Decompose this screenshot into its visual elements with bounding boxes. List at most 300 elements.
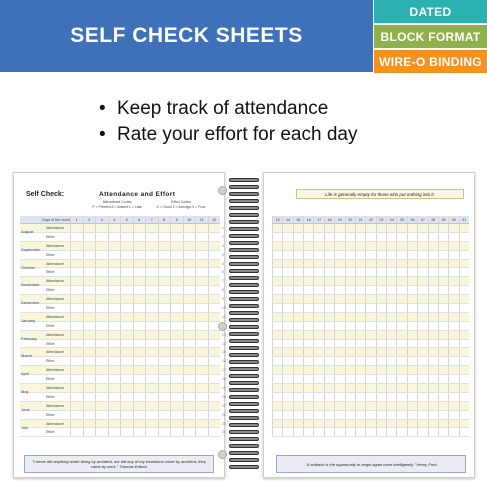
day-cell (282, 277, 292, 285)
day-header: 14 (282, 216, 292, 223)
row-number: 16 (222, 359, 226, 364)
row-number: 1 (222, 226, 224, 230)
day-cell (459, 233, 469, 241)
day-cell (108, 357, 121, 365)
day-cell (428, 260, 438, 268)
day-cell (407, 268, 417, 276)
day-cell (386, 304, 396, 312)
day-cell (70, 251, 83, 259)
day-cell (145, 366, 158, 374)
day-cell (83, 260, 96, 268)
day-cell (120, 340, 133, 348)
day-cell (428, 233, 438, 241)
day-cell (108, 224, 121, 232)
day-cell (407, 428, 417, 436)
row-label: Effort (46, 288, 55, 293)
binding-ring (229, 416, 259, 420)
day-cell (83, 277, 96, 285)
day-cell (83, 313, 96, 321)
day-cell (145, 242, 158, 250)
day-cell (345, 375, 355, 383)
day-cell (303, 348, 313, 356)
day-cell (324, 428, 334, 436)
day-cell (183, 340, 196, 348)
day-cell (417, 366, 427, 374)
day-cell (428, 331, 438, 339)
attendance-codes-title: Attendance Codes (102, 200, 132, 204)
badge-block-format: BLOCK FORMAT (374, 25, 487, 48)
day-cell (170, 375, 183, 383)
day-cell (170, 268, 183, 276)
day-cell (145, 224, 158, 232)
day-cell (272, 268, 282, 276)
day-cell (376, 304, 386, 312)
day-header: 11 (195, 216, 208, 223)
month-label: April (21, 371, 30, 377)
day-header: 2 (83, 216, 96, 223)
day-cell (170, 295, 183, 303)
day-cell (183, 322, 196, 330)
day-cell (376, 251, 386, 259)
day-cell (459, 251, 469, 259)
day-cell (120, 268, 133, 276)
day-cell (70, 224, 83, 232)
day-cell (120, 348, 133, 356)
day-cell (133, 260, 146, 268)
day-cell (108, 260, 121, 268)
day-cell (170, 393, 183, 401)
day-cell (282, 242, 292, 250)
day-cell (108, 286, 121, 294)
day-cell (324, 260, 334, 268)
bullet-icon: • (99, 98, 106, 119)
day-cell (108, 402, 121, 410)
day-cell (396, 357, 406, 365)
day-cell (334, 268, 344, 276)
day-cell (313, 428, 323, 436)
day-cell (459, 348, 469, 356)
day-cell (428, 420, 438, 428)
day-cell (438, 260, 448, 268)
day-cell (345, 277, 355, 285)
day-cell (448, 322, 458, 330)
day-cell (70, 411, 83, 419)
day-cell (417, 295, 427, 303)
binding-ring (229, 185, 259, 189)
day-cell (272, 366, 282, 374)
table-row (20, 286, 224, 295)
day-cell (334, 357, 344, 365)
day-cell (95, 420, 108, 428)
day-cell (195, 393, 208, 401)
day-cell (345, 420, 355, 428)
binding-ring (229, 444, 259, 448)
day-cell (70, 233, 83, 241)
day-cell (334, 242, 344, 250)
row-number: 6 (222, 270, 224, 275)
day-cell (83, 322, 96, 330)
day-header: 17 (313, 216, 323, 223)
table-row (272, 366, 469, 375)
table-row (20, 402, 226, 412)
day-cell (334, 366, 344, 374)
attendance-table-continued (272, 216, 469, 437)
day-cell (376, 375, 386, 383)
month-label: October (21, 264, 36, 270)
day-cell (145, 286, 158, 294)
day-header: 6 (133, 216, 146, 223)
day-cell (108, 233, 121, 241)
binding-ring (229, 199, 259, 203)
day-cell (438, 286, 448, 294)
day-cell (293, 251, 303, 259)
day-cell (95, 366, 108, 374)
day-cell (195, 420, 208, 428)
day-cell (83, 224, 96, 232)
day-header: 19 (334, 216, 344, 223)
day-cell (303, 402, 313, 410)
day-cell (334, 375, 344, 383)
day-cell (396, 260, 406, 268)
day-cell (396, 295, 406, 303)
day-cell (376, 393, 386, 401)
day-cell (133, 357, 146, 365)
day-cell (396, 384, 406, 392)
day-cell (438, 366, 448, 374)
day-cell (396, 233, 406, 241)
day-cell (272, 357, 282, 365)
day-cell (293, 366, 303, 374)
day-cell (448, 331, 458, 339)
day-cell (355, 313, 365, 321)
day-cell (133, 251, 146, 259)
day-cell (83, 411, 96, 419)
day-cell (334, 340, 344, 348)
month-label: May (21, 389, 29, 395)
page-title: Self Check: (26, 191, 65, 198)
day-cell (145, 402, 158, 410)
binding-ring (229, 283, 259, 287)
day-cell (448, 233, 458, 241)
day-cell (355, 260, 365, 268)
day-cell (313, 295, 323, 303)
day-cell (448, 384, 458, 392)
day-cell (407, 348, 417, 356)
day-cell (195, 411, 208, 419)
day-cell (386, 224, 396, 232)
binding-ring (229, 325, 259, 329)
day-cell (407, 402, 417, 410)
day-cell (120, 242, 133, 250)
day-cell (386, 348, 396, 356)
day-cell (272, 286, 282, 294)
table-row (272, 393, 469, 402)
day-cell (448, 375, 458, 383)
day-cell (303, 357, 313, 365)
day-cell (120, 322, 133, 330)
day-cell (70, 313, 83, 321)
row-label: Attendance (46, 243, 65, 248)
day-cell (70, 268, 83, 276)
row-number: 4 (222, 252, 224, 257)
day-cell (83, 286, 96, 294)
binding-ring (229, 269, 259, 273)
day-cell (272, 428, 282, 436)
day-cell (158, 224, 171, 232)
day-cell (195, 251, 208, 259)
day-cell (313, 286, 323, 294)
day-cell (428, 295, 438, 303)
left-page (13, 172, 225, 478)
day-cell (376, 295, 386, 303)
day-cell (95, 251, 108, 259)
day-cell (417, 260, 427, 268)
day-cell (293, 260, 303, 268)
table-row (272, 304, 469, 313)
day-cell (459, 277, 469, 285)
day-cell (120, 233, 133, 241)
row-label: Attendance (46, 368, 65, 373)
day-cell (386, 411, 396, 419)
day-cell (407, 224, 417, 232)
day-cell (303, 268, 313, 276)
day-cell (83, 233, 96, 241)
day-cell (70, 260, 83, 268)
day-cell (170, 277, 183, 285)
day-cell (428, 313, 438, 321)
day-cell (334, 331, 344, 339)
binding-ring (229, 227, 259, 231)
day-cell (386, 233, 396, 241)
day-cell (396, 348, 406, 356)
day-cell (145, 393, 158, 401)
day-cell (448, 277, 458, 285)
day-cell (70, 402, 83, 410)
day-cell (133, 375, 146, 383)
table-row (20, 357, 226, 366)
day-cell (83, 268, 96, 276)
day-cell (170, 331, 183, 339)
feature-list (99, 96, 419, 148)
day-cell (195, 375, 208, 383)
day-cell (272, 260, 282, 268)
table-row (272, 411, 469, 420)
day-cell (448, 224, 458, 232)
day-cell (108, 313, 121, 321)
day-cell (303, 340, 313, 348)
day-cell (183, 277, 196, 285)
day-cell (120, 224, 133, 232)
row-label: Effort (46, 377, 55, 382)
day-cell (324, 277, 334, 285)
day-cell (170, 224, 183, 232)
day-cell (428, 286, 438, 294)
day-cell (417, 268, 427, 276)
binding-ring (229, 367, 259, 371)
day-cell (396, 268, 406, 276)
day-cell (396, 331, 406, 339)
row-number: 7 (222, 279, 224, 284)
attendance-codes (88, 200, 146, 209)
day-cell (334, 224, 344, 232)
wire-o-binding (229, 172, 259, 478)
row-label: Attendance (46, 314, 65, 319)
table-row (272, 357, 469, 366)
binding-ring (229, 311, 259, 315)
day-header: 9 (170, 216, 183, 223)
day-cell (313, 304, 323, 312)
day-cell (95, 260, 108, 268)
day-cell (459, 402, 469, 410)
day-cell (195, 277, 208, 285)
day-cell (313, 277, 323, 285)
table-row (272, 402, 469, 411)
table-row (272, 260, 469, 269)
day-cell (170, 233, 183, 241)
day-cell (293, 411, 303, 419)
day-cell (303, 428, 313, 436)
day-cell (324, 322, 334, 330)
day-cell (95, 411, 108, 419)
day-cell (133, 402, 146, 410)
header-title: SELF CHECK SHEETS (70, 24, 303, 47)
day-cell (83, 251, 96, 259)
day-header: 31 (459, 216, 469, 223)
day-cell (428, 304, 438, 312)
table-row (20, 233, 224, 242)
day-cell (407, 286, 417, 294)
day-cell (70, 340, 83, 348)
day-cell (438, 375, 448, 383)
day-cell (459, 322, 469, 330)
day-cell (95, 428, 108, 436)
table-row (272, 428, 469, 437)
day-cell (407, 260, 417, 268)
binding-ring (229, 276, 259, 280)
day-cell (428, 357, 438, 365)
table-row (20, 384, 226, 395)
day-cell (376, 286, 386, 294)
day-cell (83, 295, 96, 303)
day-cell (386, 277, 396, 285)
day-cell (417, 402, 427, 410)
day-cell (303, 331, 313, 339)
day-cell (293, 331, 303, 339)
row-label: Attendance (46, 350, 65, 355)
day-cell (376, 242, 386, 250)
day-header: 13 (272, 216, 282, 223)
day-cell (95, 233, 108, 241)
day-cell (365, 384, 375, 392)
day-cell (459, 304, 469, 312)
day-cell (324, 331, 334, 339)
day-cell (145, 313, 158, 321)
binding-ring (229, 248, 259, 252)
day-cell (183, 268, 196, 276)
day-cell (417, 357, 427, 365)
day-cell (448, 313, 458, 321)
binding-ring (229, 353, 259, 357)
day-cell (83, 331, 96, 339)
day-cell (183, 295, 196, 303)
day-cell (293, 224, 303, 232)
day-cell (376, 331, 386, 339)
day-cell (324, 402, 334, 410)
day-cell (407, 304, 417, 312)
day-cell (407, 251, 417, 259)
binding-ring (229, 423, 259, 427)
day-header: 18 (324, 216, 334, 223)
day-cell (145, 384, 158, 392)
binding-ring (229, 234, 259, 238)
day-cell (376, 224, 386, 232)
day-cell (448, 260, 458, 268)
notebook-spread (13, 172, 475, 478)
day-cell (355, 340, 365, 348)
column-header-label: Days of the month (42, 218, 72, 222)
day-cell (158, 268, 171, 276)
day-cell (396, 304, 406, 312)
day-cell (303, 242, 313, 250)
day-cell (355, 277, 365, 285)
day-cell (386, 251, 396, 259)
table-row (20, 224, 224, 234)
day-cell (108, 295, 121, 303)
day-header: 26 (407, 216, 417, 223)
day-cell (365, 357, 375, 365)
day-cell (293, 357, 303, 365)
day-cell (272, 348, 282, 356)
day-cell (158, 348, 171, 356)
quote-bar-top: Life is generally empty for those who put nothing into it. (296, 189, 464, 199)
day-cell (365, 251, 375, 259)
day-cell (355, 428, 365, 436)
day-cell (303, 366, 313, 374)
day-cell (158, 286, 171, 294)
day-cell (365, 340, 375, 348)
day-cell (83, 304, 96, 312)
binding-ring (229, 430, 259, 434)
day-cell (145, 251, 158, 259)
day-cell (145, 233, 158, 241)
day-cell (303, 224, 313, 232)
day-cell (282, 348, 292, 356)
day-cell (396, 411, 406, 419)
day-header: 10 (183, 216, 196, 223)
day-cell (428, 384, 438, 392)
day-cell (95, 340, 108, 348)
day-cell (448, 428, 458, 436)
row-label: Effort (46, 394, 55, 399)
day-cell (313, 366, 323, 374)
day-cell (293, 375, 303, 383)
punch-holes-left (218, 172, 228, 478)
day-cell (272, 375, 282, 383)
day-header: 3 (95, 216, 108, 223)
day-cell (365, 260, 375, 268)
day-cell (324, 313, 334, 321)
day-cell (145, 295, 158, 303)
day-cell (95, 277, 108, 285)
feature-item (99, 96, 419, 122)
day-cell (108, 366, 121, 374)
table-row (20, 268, 224, 277)
day-cell (313, 340, 323, 348)
table-row (20, 420, 226, 430)
day-cell (313, 384, 323, 392)
day-cell (324, 348, 334, 356)
table-row (272, 286, 469, 295)
